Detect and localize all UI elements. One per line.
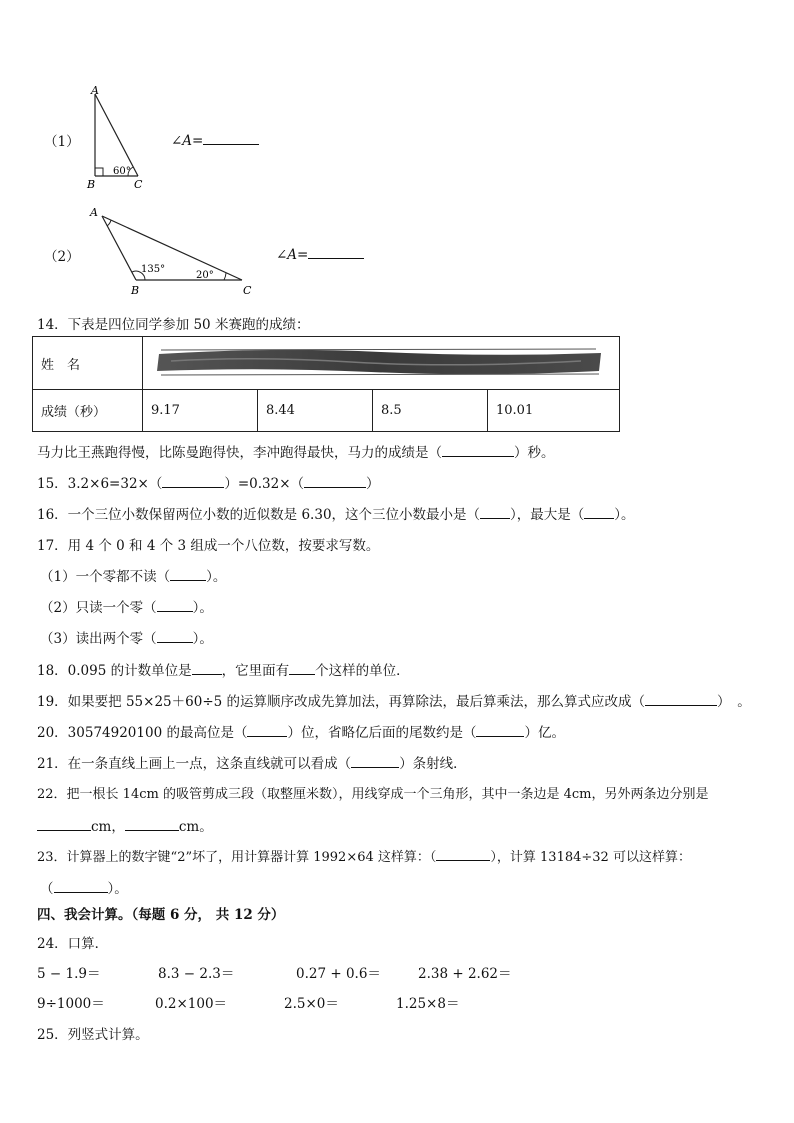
q18-blank-2[interactable] — [289, 662, 315, 675]
q23-line1: 23．计算器上的数字键“2”坏了，用计算器计算 1992×64 这样算：（ ），计算 13184÷32 可以这样算： — [37, 850, 691, 865]
q15-blank-2[interactable] — [304, 475, 366, 488]
q15-blank-1[interactable] — [162, 475, 224, 488]
figure-2-number: （2） — [44, 249, 80, 265]
q21-blank[interactable] — [351, 755, 399, 768]
fig1-vertex-c: C — [134, 178, 143, 190]
fig2-vertex-c: C — [243, 284, 252, 297]
redaction-scribble — [151, 344, 611, 378]
q17-text: 17．用 4 个 0 和 4 个 3 组成一个八位数，按要求写数。 — [37, 538, 380, 554]
calc-item: 1.25×8＝ — [396, 996, 460, 1012]
q18: 18．0.095 的计数单位是 ，它里面有 个这样的单位． — [37, 663, 410, 679]
figure-1-number: （1） — [44, 134, 80, 150]
triangle-figure-2 — [86, 202, 258, 298]
calc-item: 0.27 + 0.6＝ — [296, 966, 381, 982]
q23-blank-2[interactable] — [54, 880, 108, 893]
q20-blank-1[interactable] — [247, 724, 287, 737]
calc-item: 8.3 − 2.3＝ — [158, 966, 235, 982]
q17-item-2: （2）只读一个零（ ）。 — [40, 600, 213, 616]
fig1-vertex-b: B — [87, 178, 96, 190]
q16-blank-1[interactable] — [480, 506, 510, 519]
q16: 16．一个三位小数保留两位小数的近似数是 6.30，这个三位小数最小是（ ），最大是（ ）。 — [37, 507, 635, 523]
q19: 19．如果要把 55×25＋60÷5 的运算顺序改成先算加法，再算除法，最后算乘法，那么算式应改成（ ） 。 — [37, 694, 751, 710]
fig1-answer — [171, 132, 259, 149]
q14-text: 14．下表是四位同学参加 50 米赛跑的成绩： — [37, 317, 310, 333]
calc-item: 5 − 1.9＝ — [37, 966, 101, 982]
calc-item: 0.2×100＝ — [155, 996, 228, 1012]
q17-blank-1[interactable] — [170, 568, 206, 581]
fig2-vertex-b: B — [131, 284, 140, 297]
q21: 21．在一条直线上画上一点，这条直线就可以看成（ ）条射线． — [37, 756, 467, 772]
section-4-heading: 四、我会计算。（每题 6 分， 共 12 分） — [37, 907, 285, 923]
q22-blank-1[interactable] — [37, 818, 91, 831]
fig2-answer-blank[interactable] — [308, 246, 364, 259]
fig1-answer-prefix: ∠A= — [171, 133, 204, 149]
fig2-answer-prefix: ∠A= — [276, 247, 309, 263]
fig1-answer-blank[interactable] — [203, 132, 259, 145]
q22-line1: 22．把一根长 14cm 的吸管剪成三段（取整厘米数），用线穿成一个三角形，其中一条边是 4cm，另外两条边分别是 — [37, 787, 709, 802]
fig2-angle-b-label: 135° — [141, 264, 166, 275]
q15: 15．3.2×6=32×（ ）=0.32×（ ） — [37, 476, 380, 492]
fig1-angle-label: 60° — [113, 166, 131, 177]
score-cell: 8.44 — [258, 390, 373, 432]
fig2-vertex-a: A — [90, 206, 98, 219]
score-cell: 9.17 — [143, 390, 258, 432]
q23-line2: （ ）。 — [40, 881, 128, 897]
q18-blank-1[interactable] — [192, 662, 222, 675]
calc-item: 2.38 + 2.62＝ — [418, 966, 512, 982]
q24-text: 24．口算． — [37, 936, 109, 952]
q17-blank-2[interactable] — [157, 599, 193, 612]
q17-item-1: （1）一个零都不读（ ）。 — [40, 569, 227, 585]
fig2-answer — [276, 246, 364, 263]
q17-blank-3[interactable] — [157, 630, 193, 643]
q20: 20．30574920100 的最高位是（ ）位，省略亿后面的尾数约是（ ）亿。 — [37, 725, 565, 741]
calc-item: 2.5×0＝ — [284, 996, 339, 1012]
triangle-figure-1 — [82, 82, 152, 190]
score-header: 成绩（秒） — [33, 390, 143, 432]
fig2-angle-c-label: 20° — [196, 270, 214, 281]
score-cell: 8.5 — [373, 390, 488, 432]
fig1-vertex-a: A — [91, 84, 99, 97]
q23-blank-1[interactable] — [436, 848, 490, 861]
q14-question: 马力比王燕跑得慢，比陈曼跑得快，李冲跑得最快，马力的成绩是（ ）秒。 — [37, 445, 555, 461]
q22-blank-2[interactable] — [125, 818, 179, 831]
name-header: 姓 名 — [33, 337, 143, 390]
scores-table — [32, 336, 620, 432]
q25-text: 25．列竖式计算。 — [37, 1027, 149, 1043]
q16-blank-2[interactable] — [584, 506, 614, 519]
q14-answer-blank[interactable] — [442, 444, 514, 457]
q17-item-3: （3）读出两个零（ ）。 — [40, 631, 213, 647]
names-redacted-cell — [143, 337, 620, 390]
q19-blank[interactable] — [645, 693, 717, 706]
score-cell: 10.01 — [488, 390, 620, 432]
q22-line2: cm， cm。 — [37, 815, 213, 835]
q20-blank-2[interactable] — [476, 724, 524, 737]
calc-item: 9÷1000＝ — [37, 996, 105, 1012]
